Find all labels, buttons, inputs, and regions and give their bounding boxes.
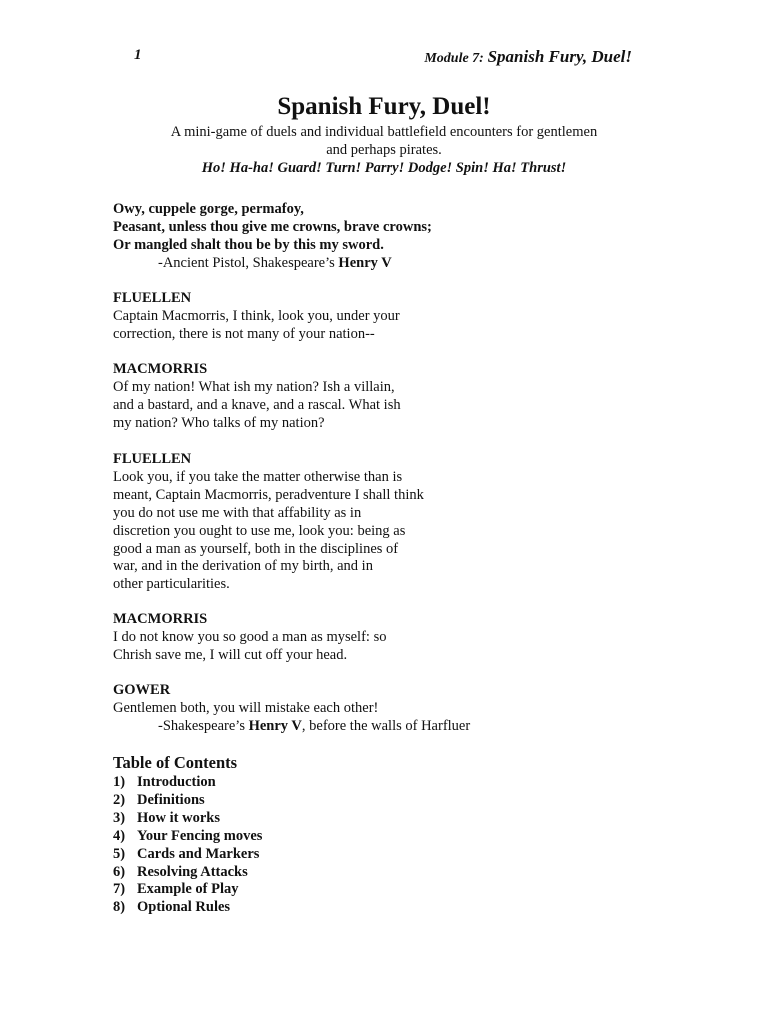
toc-item <box>113 774 262 792</box>
subtitle-line-2: and perhaps pirates. <box>326 142 442 158</box>
dialogue-line: other particularities. <box>113 576 230 593</box>
toc-number: 7) <box>113 881 126 898</box>
toc-title: Table of Contents <box>113 753 238 772</box>
dialogue-block <box>113 451 424 594</box>
dialogue-block <box>113 290 400 344</box>
dialogue-line: war, and in the derivation of my birth, and in <box>113 558 373 575</box>
toc-number: 2) <box>113 791 126 808</box>
running-header <box>424 47 632 67</box>
toc-number: 8) <box>113 899 126 916</box>
dialogue-line: Captain Macmorris, I think, look you, under your <box>113 307 400 324</box>
dialogue-block <box>113 611 386 665</box>
speaker-name: FLUELLEN <box>113 451 192 467</box>
toc-number: 1) <box>113 774 126 790</box>
dialogue-line: Chrish save me, I will cut off your head. <box>113 646 348 663</box>
epigraph <box>113 201 432 273</box>
dialogue-block <box>113 682 470 736</box>
dialogue-line: Gentlemen both, you will mistake each other! <box>113 699 379 716</box>
toc-number: 3) <box>113 809 126 826</box>
attribution-text: , before the walls of Harfluer <box>301 717 471 734</box>
toc-number: 6) <box>113 863 126 880</box>
dialogue-line: my nation? Who talks of my nation? <box>113 414 325 431</box>
dialogue-line: and a bastard, and a knave, and a rascal. What ish <box>113 396 401 413</box>
tagline: Ho! Ha-ha! Guard! Turn! Parry! Dodge! Spin! Ha! Thrust! <box>201 160 567 176</box>
module-label: Module 7: <box>424 51 484 66</box>
epigraph-line: Peasant, unless thou give me crowns, brave crowns; <box>113 218 432 235</box>
toc-item <box>113 810 262 828</box>
dialogue-line: good a man as yourself, both in the disciplines of <box>113 540 399 557</box>
page-number: 1 <box>134 47 142 63</box>
toc-label: Introduction <box>137 774 216 790</box>
toc-label: Definitions <box>137 791 205 808</box>
speaker-name: MACMORRIS <box>113 361 208 377</box>
dialogue-line: meant, Captain Macmorris, peradventure I shall think <box>113 486 424 503</box>
toc-item <box>113 899 262 917</box>
toc-number: 4) <box>113 827 126 844</box>
toc-label: How it works <box>137 809 220 826</box>
dialogue-line: Of my nation! What ish my nation? Ish a villain, <box>113 378 395 395</box>
toc-label: Resolving Attacks <box>137 863 248 880</box>
speaker-name: MACMORRIS <box>113 611 208 627</box>
subtitle-line-1: A mini-game of duels and individual battlefield encounters for gentlemen <box>170 124 598 140</box>
toc-item <box>113 881 262 899</box>
epigraph-attribution <box>113 255 432 273</box>
attribution-text: -Ancient Pistol, Shakespeare’s <box>158 254 339 271</box>
attribution-work: Henry V <box>248 717 302 734</box>
dialogue-line: correction, there is not many of your nation-- <box>113 325 375 342</box>
dialogue-block <box>113 361 401 433</box>
dialogue-line: you do not use me with that affability as in <box>113 504 362 521</box>
epigraph-line: Or mangled shalt thou be by this my sword. <box>113 236 384 253</box>
toc-item <box>113 792 262 810</box>
toc-label: Your Fencing moves <box>137 827 263 844</box>
speaker-name: FLUELLEN <box>113 290 192 306</box>
module-title: Spanish Fury, Duel! <box>487 47 632 66</box>
toc-list <box>113 774 262 917</box>
toc-number: 5) <box>113 845 126 862</box>
toc-item <box>113 846 262 864</box>
closing-attribution <box>113 718 470 736</box>
dialogue-line: Look you, if you take the matter otherwise than is <box>113 468 403 485</box>
dialogue-line: discretion you ought to use me, look you: being as <box>113 522 406 539</box>
toc-item <box>113 828 262 846</box>
toc-item <box>113 864 262 882</box>
toc-label: Example of Play <box>137 881 239 898</box>
attribution-work: Henry V <box>338 254 392 271</box>
speaker-name: GOWER <box>113 682 171 698</box>
attribution-text: -Shakespeare’s <box>158 717 249 734</box>
toc-label: Cards and Markers <box>137 845 260 862</box>
toc-label: Optional Rules <box>137 899 231 916</box>
dialogue-line: I do not know you so good a man as myself: so <box>113 628 387 645</box>
epigraph-line: Owy, cuppele gorge, permafoy, <box>113 201 304 217</box>
document-title: Spanish Fury, Duel! <box>277 93 491 120</box>
